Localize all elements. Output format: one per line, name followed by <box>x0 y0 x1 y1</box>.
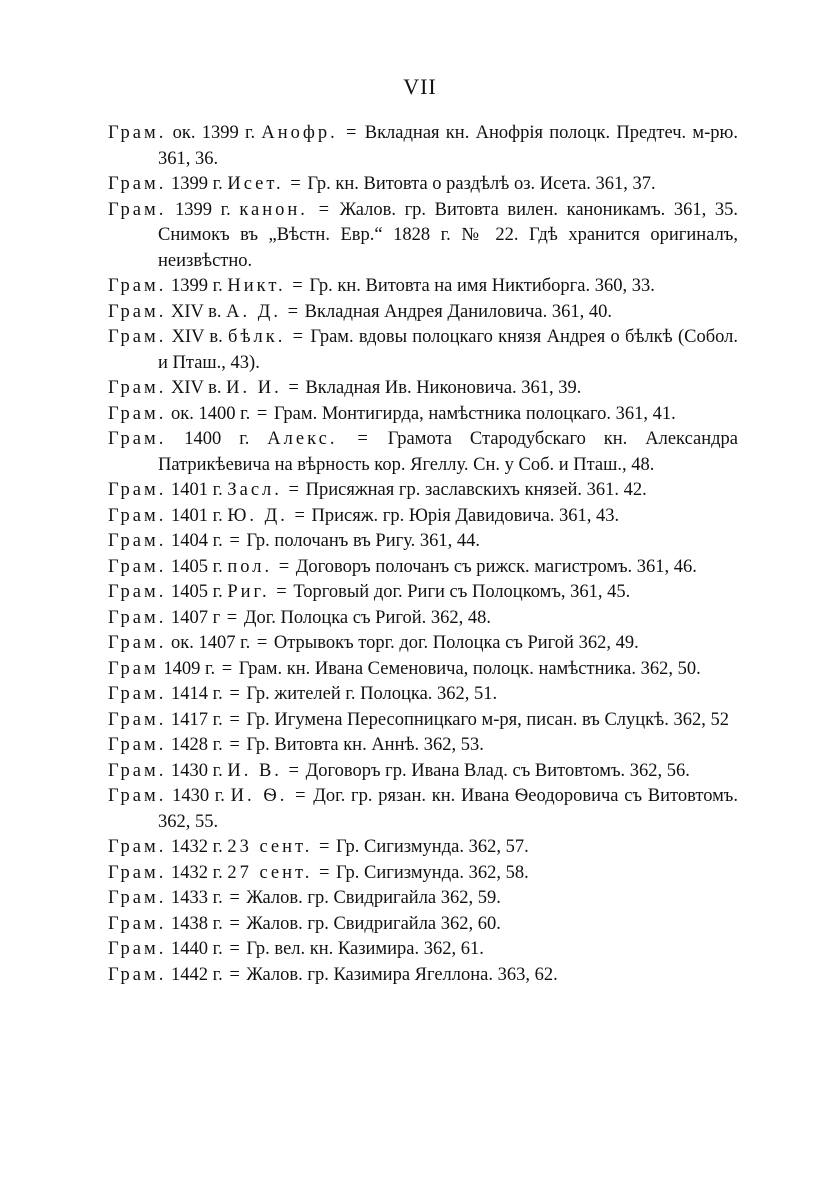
equals-sign: = <box>226 607 238 628</box>
list-item <box>108 733 738 759</box>
list-item <box>108 504 738 530</box>
entry-date: 1399 г. <box>170 174 223 194</box>
list-item <box>108 886 738 912</box>
entry-description: Гр. Сигизмунда. 362, 57. <box>336 837 529 857</box>
abbreviation-list <box>108 121 738 988</box>
entry-abbreviation: Грам. <box>108 709 167 730</box>
entry-date: 1405 г. <box>170 556 223 577</box>
equals-sign: = <box>229 709 240 730</box>
entry-date: 1433 г. <box>170 888 223 908</box>
equals-sign: = <box>229 735 240 755</box>
entry-date: 1414 г. <box>170 684 223 704</box>
entry-description: Гр. полочанъ въ Ригу. 361, 44. <box>246 531 480 551</box>
list-item <box>108 325 738 376</box>
entry-description: Гр. Витовта кн. Аннѣ. 362, 53. <box>246 735 484 755</box>
equals-sign: = <box>278 556 290 577</box>
equals-sign: = <box>357 429 368 449</box>
entry-abbreviation: Грам. <box>108 786 167 806</box>
entry-description: Вкладная Андрея Даниловича. 361, 40. <box>304 301 613 322</box>
equals-sign: = <box>229 913 240 934</box>
entry-description: Договоръ гр. Ивана Влад. съ Витовтомъ. 362, 56. <box>305 760 690 781</box>
entry-description: Вкладная Ив. Никоновича. 361, 39. <box>305 378 582 398</box>
entry-description: Гр. жителей г. Полоцка. 362, 51. <box>246 684 498 704</box>
equals-sign: = <box>256 403 268 424</box>
list-item <box>108 606 738 632</box>
entry-description: Дог. Полоцка съ Ригой. 362, 48. <box>243 607 492 628</box>
entry-abbreviation: Грам. <box>108 760 167 781</box>
entry-date: ок. 1400 г. <box>170 403 251 424</box>
list-item <box>108 427 738 478</box>
entry-abbreviation: Грам. <box>108 531 167 551</box>
entry-date: 1440 г. <box>170 939 223 959</box>
entry-date: 1399 г. <box>174 199 231 220</box>
entry-date: 1432 г. <box>170 837 223 857</box>
equals-sign: = <box>229 939 240 959</box>
entry-description: Вкладная кн. Анофрія полоцк. Предтеч. м-рю. 361, 36. <box>158 123 738 169</box>
equals-sign: = <box>256 633 268 653</box>
entry-abbreviation: Грам. <box>108 327 167 347</box>
entry-date: XIV в. <box>170 301 222 322</box>
list-item <box>108 529 738 555</box>
entry-code: Засл. <box>227 480 282 500</box>
equals-sign: = <box>229 964 240 985</box>
entry-date: ок. 1407 г. <box>170 633 251 653</box>
entry-description: Гр. Игумена Пересопницкаго м-ря, писан. въ Слуцкѣ. 362, 52 <box>246 709 729 730</box>
entry-code: Никт. <box>227 276 286 296</box>
entry-description: Грамота Стародубскаго кн. Александра Патрикѣевича на вѣрность кор. Ягеллу. Сн. у Соб. и Пташ., 48. <box>158 429 738 475</box>
entry-date: 1417 г. <box>170 709 223 730</box>
list-item <box>108 963 738 989</box>
entry-abbreviation: Грам. <box>108 301 167 322</box>
entry-code: 27 сент. <box>227 862 313 883</box>
list-item <box>108 274 738 300</box>
entry-abbreviation: Грам. <box>108 684 167 704</box>
entry-abbreviation: Грам. <box>108 123 167 143</box>
entry-code: И. Ѳ. <box>230 786 288 806</box>
entry-date: 1407 г <box>170 607 221 628</box>
entry-code: И. И. <box>226 378 282 398</box>
equals-sign: = <box>288 760 299 781</box>
list-item <box>108 682 738 708</box>
equals-sign: = <box>346 123 357 143</box>
entry-description: Торговый дог. Риги съ Полоцкомъ, 361, 45. <box>293 582 631 602</box>
entry-code: Ю. Д. <box>227 505 288 526</box>
entry-code: Анофр. <box>261 123 338 143</box>
equals-sign: = <box>288 480 299 500</box>
equals-sign: = <box>229 531 240 551</box>
entry-description: Гр. вел. кн. Казимира. 362, 61. <box>246 939 484 959</box>
entry-description: Грам. вдовы полоцкаго князя Андрея о бѣлкѣ (Собол. и Пташ., 43). <box>158 327 739 373</box>
list-item <box>108 376 738 402</box>
entry-date: 1428 г. <box>170 735 223 755</box>
equals-sign: = <box>295 786 306 806</box>
equals-sign: = <box>294 505 305 526</box>
entry-code: Алекс. <box>267 429 338 449</box>
list-item <box>108 300 738 326</box>
entry-date: 1430 г. <box>170 760 223 781</box>
entry-description: Присяжная гр. заславскихъ князей. 361. 42. <box>305 480 647 500</box>
entry-code: А. Д. <box>226 301 281 322</box>
equals-sign: = <box>276 582 287 602</box>
entry-date: 1401 г. <box>170 505 223 526</box>
list-item <box>108 835 738 861</box>
list-item <box>108 478 738 504</box>
equals-sign: = <box>292 276 303 296</box>
entry-abbreviation: Грам. <box>108 964 167 985</box>
entry-date: 1399 г. <box>170 276 223 296</box>
entry-code: бѣлк. <box>228 327 286 347</box>
entry-code: И. В. <box>227 760 282 781</box>
entry-abbreviation: Грам. <box>108 939 167 959</box>
entry-date: 1404 г. <box>170 531 223 551</box>
list-item <box>108 631 738 657</box>
entry-abbreviation: Грам. <box>108 913 167 934</box>
entry-code: пол. <box>227 556 273 577</box>
list-item <box>108 172 738 198</box>
equals-sign: = <box>318 862 330 883</box>
entry-abbreviation: Грам. <box>108 862 167 883</box>
equals-sign: = <box>292 327 304 347</box>
entry-description: Дог. гр. рязан. кн. Ивана Ѳеодоровича съ Витовтомъ. 362, 55. <box>158 786 738 832</box>
entry-code: канон. <box>239 199 308 220</box>
entry-description: Гр. кн. Витовта на имя Никтиборга. 360, 33. <box>309 276 655 296</box>
entry-description: Жалов. гр. Свидригайла 362, 59. <box>246 888 501 908</box>
entry-abbreviation: Грам. <box>108 276 167 296</box>
list-item <box>108 784 738 835</box>
entry-date: 1405 г. <box>170 582 223 602</box>
equals-sign: = <box>318 199 329 220</box>
entry-abbreviation: Грам. <box>108 582 167 602</box>
entry-abbreviation: Грам. <box>108 837 167 857</box>
entry-description: Грам. Монтигирда, намѣстника полоцкаго. 361, 41. <box>273 403 676 424</box>
entry-code: 23 сент. <box>227 837 313 857</box>
entry-description: Жалов. гр. Свидригайла 362, 60. <box>246 913 501 934</box>
entry-abbreviation: Грам. <box>108 429 167 449</box>
entry-abbreviation: Грам. <box>108 505 167 526</box>
list-item <box>108 912 738 938</box>
entry-abbreviation: Грам. <box>108 888 167 908</box>
entry-abbreviation: Грам. <box>108 174 167 194</box>
entry-description: Грам. кн. Ивана Семеновича, полоцк. намѣстника. 362, 50. <box>238 658 701 679</box>
entry-abbreviation: Грам. <box>108 480 167 500</box>
equals-sign: = <box>229 684 240 704</box>
equals-sign: = <box>318 837 330 857</box>
entry-description: Договоръ полочанъ съ рижск. магистромъ. 361, 46. <box>295 556 697 577</box>
list-item <box>108 198 738 275</box>
entry-abbreviation: Грам. <box>108 556 167 577</box>
entry-date: ок. 1399 г. <box>172 123 256 143</box>
list-item <box>108 937 738 963</box>
equals-sign: = <box>288 378 299 398</box>
list-item <box>108 402 738 428</box>
list-item <box>108 555 738 581</box>
list-item <box>108 861 738 887</box>
equals-sign: = <box>221 658 233 679</box>
entry-abbreviation: Грам. <box>108 633 167 653</box>
entry-date: 1430 г. <box>172 786 225 806</box>
entry-code: Исет. <box>227 174 284 194</box>
entry-description: Присяж. гр. Юрія Давидовича. 361, 43. <box>311 505 620 526</box>
entry-abbreviation: Грам. <box>108 607 167 628</box>
equals-sign: = <box>290 174 301 194</box>
entry-abbreviation: Грам. <box>108 735 167 755</box>
entry-description: Жалов. гр. Казимира Ягеллона. 363, 62. <box>246 964 558 985</box>
entry-description: Жалов. гр. Витовта вилен. каноникамъ. 361, 35. Снимокъ въ „Вѣстн. Евр.“ 1828 г. № 22. Гдѣ хранится оригиналъ, неизвѣстно. <box>158 199 739 271</box>
list-item <box>108 759 738 785</box>
entry-code: Риг. <box>227 582 270 602</box>
entry-abbreviation: Грам. <box>108 403 167 424</box>
equals-sign: = <box>229 888 240 908</box>
entry-date: XIV в. <box>170 378 222 398</box>
entry-date: 1401 г. <box>170 480 223 500</box>
page-number: VII <box>403 74 437 99</box>
entry-date: 1400 г. <box>184 429 250 449</box>
entry-date: 1432 г. <box>170 862 223 883</box>
entry-abbreviation: Грам. <box>108 378 167 398</box>
equals-sign: = <box>287 301 299 322</box>
entry-abbreviation: Грам <box>108 658 159 679</box>
list-item <box>108 121 738 172</box>
entry-date: XIV в. <box>171 327 223 347</box>
entry-description: Отрывокъ торг. дог. Полоцка съ Ригой 362, 49. <box>273 633 639 653</box>
entry-date: 1442 г. <box>170 964 223 985</box>
list-item <box>108 580 738 606</box>
entry-description: Гр. Сигизмунда. 362, 58. <box>336 862 529 883</box>
list-item <box>108 657 738 683</box>
entry-date: 1438 г. <box>170 913 223 934</box>
entry-abbreviation: Грам. <box>108 199 167 220</box>
entry-date: 1409 г. <box>163 658 216 679</box>
list-item <box>108 708 738 734</box>
entry-description: Гр. кн. Витовта о раздѣлѣ оз. Исета. 361, 37. <box>307 174 656 194</box>
